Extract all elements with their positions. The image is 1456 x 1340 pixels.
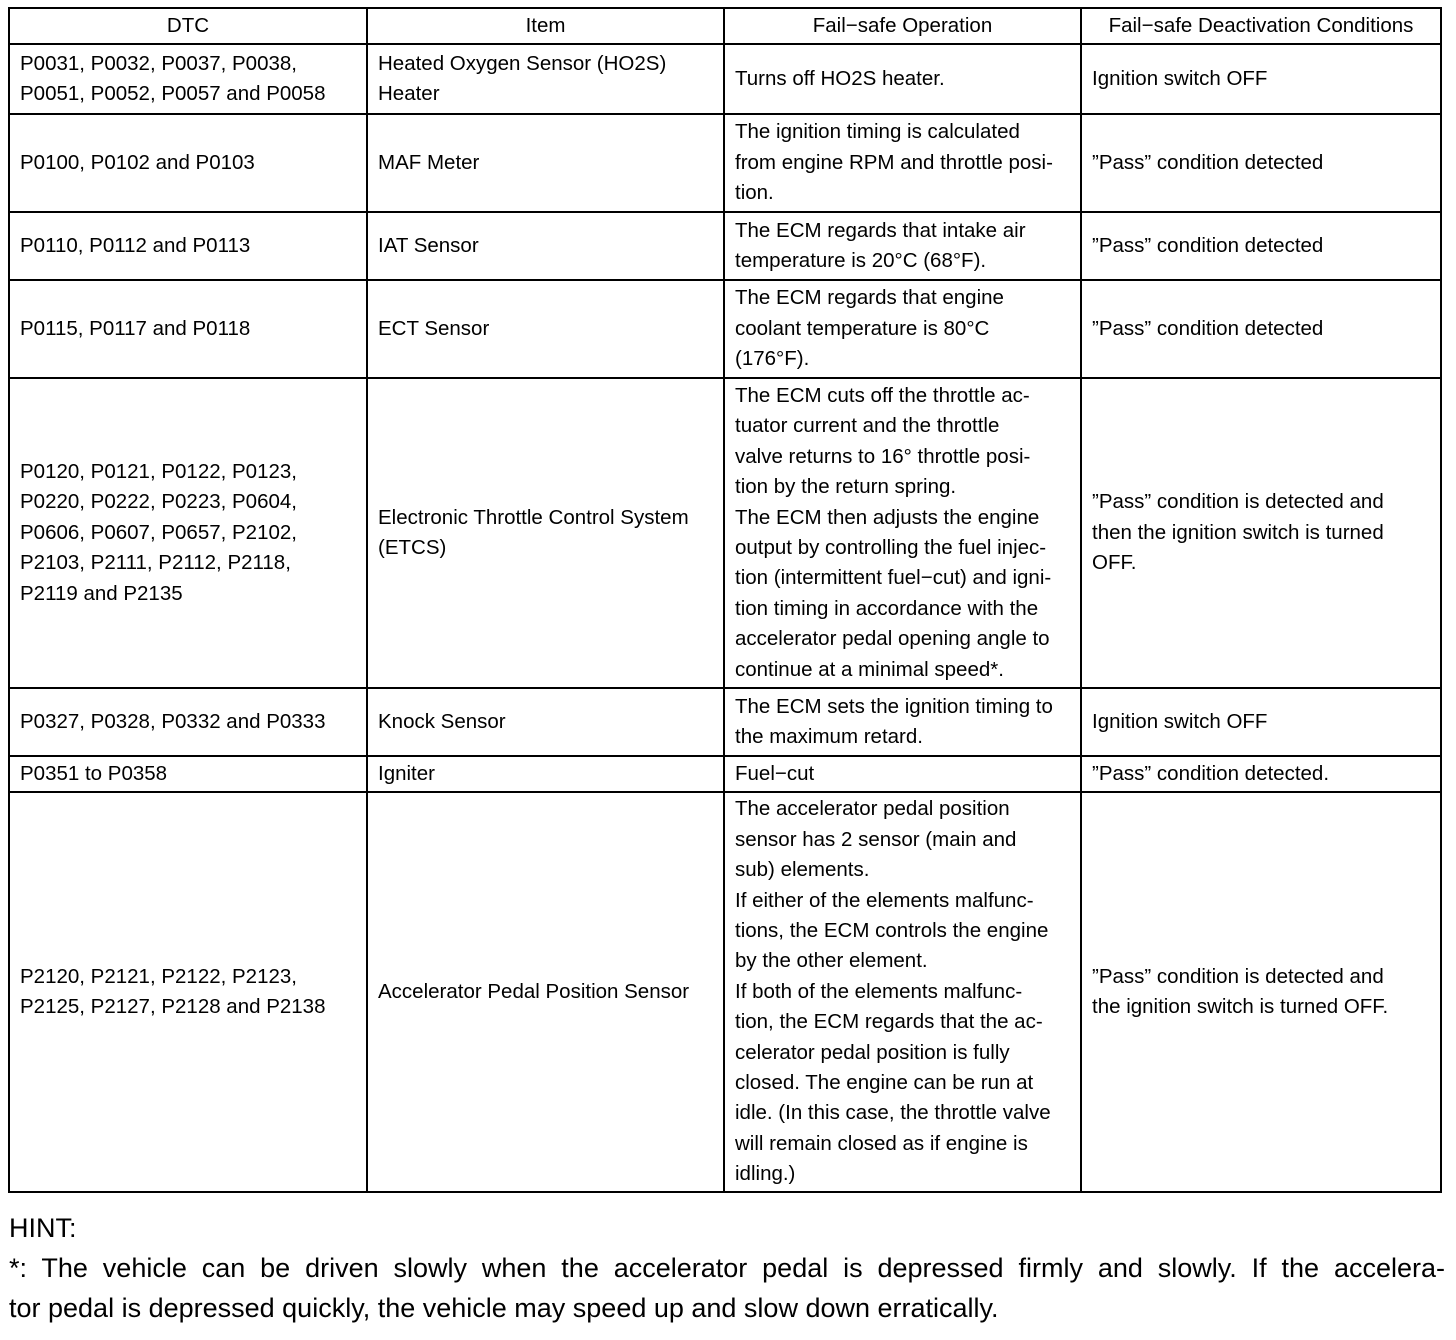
operation-cell: The ECM regards that intake air temperature is 20°C (68°F). xyxy=(724,212,1081,280)
operation-cell: Fuel−cut xyxy=(724,756,1081,792)
hint-note xyxy=(9,1248,1445,1328)
header-failsafe-operation: Fail−safe Operation xyxy=(724,8,1081,44)
dtc-cell: P2120, P2121, P2122, P2123, P2125, P2127, P2128 and P2138 xyxy=(9,792,367,1192)
deactivation-cell: ”Pass” condition detected. xyxy=(1081,756,1441,792)
dtc-cell: P0351 to P0358 xyxy=(9,756,367,792)
table-row xyxy=(9,280,1441,378)
dtc-cell: P0327, P0328, P0332 and P0333 xyxy=(9,688,367,756)
table-row xyxy=(9,114,1441,212)
deactivation-cell: ”Pass” condition is detected and the ignition switch is turned OFF. xyxy=(1081,792,1441,1192)
item-cell: MAF Meter xyxy=(367,114,724,212)
table-row xyxy=(9,792,1441,1192)
dtc-cell: P0110, P0112 and P0113 xyxy=(9,212,367,280)
operation-cell: The ECM regards that engine coolant temperature is 80°C (176°F). xyxy=(724,280,1081,378)
operation-cell: Turns off HO2S heater. xyxy=(724,44,1081,114)
header-dtc: DTC xyxy=(9,8,367,44)
table-row xyxy=(9,212,1441,280)
dtc-cell: P0120, P0121, P0122, P0123, P0220, P0222, P0223, P0604, P0606, P0607, P0657, P2102, P2103, P2111, P2112, P2118, P2119 and P2135 xyxy=(9,378,367,688)
deactivation-cell: Ignition switch OFF xyxy=(1081,44,1441,114)
operation-cell: The ignition timing is calculated from engine RPM and throttle posi- tion. xyxy=(724,114,1081,212)
table-row xyxy=(9,378,1441,688)
deactivation-cell: ”Pass” condition detected xyxy=(1081,212,1441,280)
item-cell: IAT Sensor xyxy=(367,212,724,280)
hint-section xyxy=(9,1208,1445,1328)
failsafe-table-container xyxy=(8,7,1440,1193)
item-cell: Knock Sensor xyxy=(367,688,724,756)
hint-title: HINT: xyxy=(9,1213,77,1243)
item-cell: ECT Sensor xyxy=(367,280,724,378)
item-cell: Accelerator Pedal Position Sensor xyxy=(367,792,724,1192)
deactivation-cell: Ignition switch OFF xyxy=(1081,688,1441,756)
failsafe-table xyxy=(8,7,1442,1193)
hint-note-line: *: The vehicle can be driven slowly when the accelerator pedal is depressed firmly and slowly. If the accelera- xyxy=(9,1253,1445,1283)
operation-cell: The accelerator pedal position sensor has 2 sensor (main and sub) elements. If either of the elements malfunc- tions, the ECM controls the engine by the other element. If both of the elements malfunc- tion, the ECM regards that the ac- celerator pedal position is fully closed. The engine can be run at idle. (In this case, the throttle valve will remain closed as if engine is idling.) xyxy=(724,792,1081,1192)
operation-cell: The ECM cuts off the throttle ac- tuator current and the throttle valve returns to 16° throttle posi- tion by the return spring. The ECM then adjusts the engine output by controlling the fuel injec- tion (intermittent fuel−cut) and igni- tion timing in accordance with the accelerator pedal opening angle to continue at a minimal speed*. xyxy=(724,378,1081,688)
operation-cell: The ECM sets the ignition timing to the maximum retard. xyxy=(724,688,1081,756)
deactivation-cell: ”Pass” condition detected xyxy=(1081,114,1441,212)
item-cell: Electronic Throttle Control System (ETCS) xyxy=(367,378,724,688)
dtc-cell: P0031, P0032, P0037, P0038, P0051, P0052, P0057 and P0058 xyxy=(9,44,367,114)
table-row xyxy=(9,688,1441,756)
dtc-cell: P0115, P0117 and P0118 xyxy=(9,280,367,378)
deactivation-cell: ”Pass” condition is detected and then the ignition switch is turned OFF. xyxy=(1081,378,1441,688)
table-row xyxy=(9,44,1441,114)
header-item: Item xyxy=(367,8,724,44)
table-row xyxy=(9,756,1441,792)
header-deactivation-conditions: Fail−safe Deactivation Conditions xyxy=(1081,8,1441,44)
item-cell: Igniter xyxy=(367,756,724,792)
deactivation-cell: ”Pass” condition detected xyxy=(1081,280,1441,378)
item-cell: Heated Oxygen Sensor (HO2S) Heater xyxy=(367,44,724,114)
hint-note-line: tor pedal is depressed quickly, the vehicle may speed up and slow down erratically. xyxy=(9,1293,999,1323)
dtc-cell: P0100, P0102 and P0103 xyxy=(9,114,367,212)
table-header-row xyxy=(9,8,1441,44)
